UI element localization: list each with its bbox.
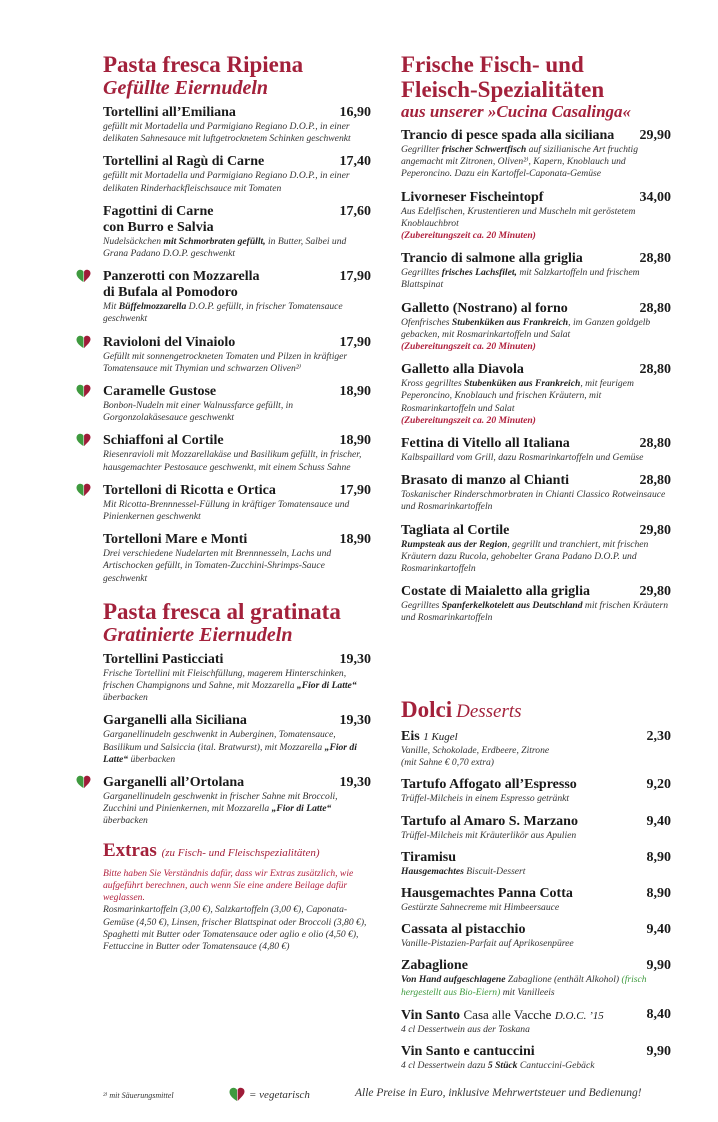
item-desc: Gefüllt mit sonnengetrockneten Tomaten und Pilzen in kräftiger Tomatensauce mit Thymian und schwarzen Oliven²⁾ (103, 350, 348, 374)
item-desc: Drei verschiedene Nudelarten mit Brennnesseln, Lachs und Artischocken gefüllt, in Tomaten-Zucchini-Shrimps-Sauce geschwenkt (103, 548, 332, 584)
item-name: Caramelle Gustose (103, 384, 217, 400)
item-name-line2: con Burro e Salvia (103, 219, 214, 235)
item-price: 9,40 (646, 922, 671, 938)
gratinata-subtitle: Gratinierte Eiernudeln (103, 623, 293, 646)
item-desc: Toskanischer Rinderschmorbraten in Chianti Classico Rotweinsauce und Rosmarinkartoffeln (401, 489, 666, 513)
item-desc: Vanille, Schokolade, Erdbeere, Zitrone (401, 745, 550, 756)
vat-note: Alle Preise in Euro, inklusive Mehrwertsteuer und Bedienung! (355, 1087, 642, 1099)
menu-item (103, 154, 371, 194)
prep-time-note: (Zubereitungszeit ca. 20 Minuten) (401, 230, 536, 242)
item-price: 28,80 (639, 300, 671, 316)
item-price: 29,80 (639, 522, 671, 538)
item-price: 29,80 (639, 584, 671, 600)
item-desc: Garganellinudeln geschwenkt in frischer Sahne mit Broccoli, Zucchini und Pinienkernen, mit Mozzarella „Fior di Latte“ überbacken (103, 791, 338, 827)
item-name: Tortellini all’Emiliana (103, 105, 236, 120)
item-desc: Frische Tortellini mit Fleischfüllung, magerem Hinterschinken, frischen Champignons und Sahne, mit Mozzarella „Fior di Latte“ überbacken (103, 667, 357, 704)
menu-item (401, 584, 671, 624)
footnote: ²⁾ mit Säuerungsmittel (103, 1091, 174, 1100)
dessert-item (401, 850, 671, 878)
item-name: Hausgemachtes Panna Cotta (401, 886, 573, 902)
item-name: Cassata al pistacchio (401, 922, 526, 938)
menu-item (401, 436, 671, 464)
bio-eggs-note: (frisch hergestellt aus Bio-Eiern) (401, 974, 647, 998)
item-price: 17,40 (339, 154, 371, 170)
item-desc: Ofenfrisches Stubenküken aus Frankreich, im Ganzen goldgelb gebacken, mit Rosmarinkartoffeln und Salat (401, 316, 651, 340)
item-name: Costate di Maialetto alla griglia (401, 584, 590, 600)
item-name: Tortelloni Mare e Monti (103, 532, 248, 548)
item-price: 17,90 (339, 482, 371, 498)
item-desc: Kross gegrilltes Stubenküken aus Frankreich, mit feurigem Peperoncino, Knoblauch und frischen Kräutern, mit Rosmarinkartoffeln und Salat (401, 378, 634, 414)
item-desc: 4 cl Dessertwein aus der Toskana (401, 1023, 530, 1035)
gratinata-section (103, 599, 371, 828)
fisch-title-line1: Frische Fisch- und (401, 52, 584, 77)
left-column (103, 52, 371, 953)
item-price: 19,30 (339, 713, 371, 729)
item-desc: Nudelsäckchen mit Schmorbraten gefüllt, in Butter, Salbei und Grana Padano D.O.P. geschwenkt (103, 235, 347, 260)
item-desc: Trüffel-Milcheis mit Kräuterlikör aus Apulien (401, 829, 577, 841)
vegetarian-icon (76, 775, 91, 789)
prep-time-note: (Zubereitungszeit ca. 20 Minuten) (401, 414, 536, 426)
vegetarian-legend-text: = vegetarisch (249, 1088, 310, 1101)
item-desc: gefüllt mit Mortadella und Parmigiano Regiano D.O.P., in einer delikaten Rinderhackfleischsauce mit Tomaten (103, 170, 350, 194)
menu-item (103, 483, 371, 523)
item-name: Trancio di pesce spada alla siciliana (401, 128, 615, 143)
item-name: Garganelli all’Ortolana (103, 775, 245, 791)
item-name: Tortellini Pasticciati (103, 651, 224, 667)
item-price: 18,90 (339, 532, 371, 548)
item-desc: 4 cl Dessertwein dazu 5 Stück Cantuccini-Gebäck (401, 1060, 595, 1072)
item-name: Ravioloni del Vinaiolo (103, 334, 236, 350)
dessert-item (401, 814, 671, 842)
dessert-item (401, 958, 671, 998)
item-name: Tagliata al Cortile (401, 522, 510, 538)
item-desc: Gegrilltes frisches Lachsfilet, mit Salzkartoffeln und frischem Blattspinat (401, 267, 640, 291)
dessert-item (401, 1044, 671, 1072)
item-name: Galletto (Nostrano) al forno (401, 300, 568, 316)
item-price: 28,80 (639, 362, 671, 378)
ripiena-section (103, 52, 371, 585)
menu-item (401, 362, 671, 427)
item-name: Schiaffoni al Cortile (103, 433, 224, 449)
item-price: 28,80 (639, 473, 671, 489)
item-name: Brasato di manzo al Chianti (401, 473, 570, 489)
item-price: 9,20 (646, 777, 671, 793)
item-price: 16,90 (339, 105, 371, 120)
item-desc: Hausgemachtes Biscuit-Dessert (401, 865, 526, 877)
vegetarian-legend (229, 1087, 310, 1102)
vegetarian-icon (76, 335, 91, 349)
menu-item (103, 269, 371, 325)
item-name: Galletto alla Diavola (401, 362, 524, 378)
fisch-subtitle: aus unserer »Cucina Casalinga« (401, 102, 632, 121)
gratinata-title: Pasta fresca al gratinata (103, 598, 341, 624)
item-name: Tartufo al Amaro S. Marzano (401, 813, 578, 829)
vegetarian-icon (76, 384, 91, 398)
dessert-item (401, 922, 671, 950)
menu-item (401, 473, 671, 513)
item-desc: Aus Edelfischen, Krustentieren und Muscheln mit geröstetem Knoblauchbrot (401, 205, 636, 229)
dessert-item (401, 886, 671, 914)
menu-item (103, 204, 371, 260)
dolci-section (401, 697, 671, 1072)
extras-subtitle: (zu Fisch- und Fleischspezialitäten) (161, 846, 320, 859)
menu-item (401, 301, 671, 354)
item-price: 17,90 (339, 334, 371, 350)
item-name: Fagottini di Carne (103, 203, 214, 219)
item-name: Vin Santo e cantuccini (401, 1044, 535, 1060)
vegetarian-icon (229, 1087, 245, 1102)
item-desc: Riesenravioli mit Mozzarellakäse und Basilikum gefüllt, in frischer, hausgemachter Pestosauce geschwenkt, mit einem Schuss Sahne (103, 449, 362, 473)
item-name: Eis 1 Kugel (401, 729, 458, 744)
vegetarian-icon (76, 483, 91, 497)
item-price: 8,90 (646, 886, 671, 902)
item-desc: Rumpsteak aus der Region, gegrillt und tranchiert, mit frischen Kräutern dazu Rucola, gehobelter Grana Padano D.O.P. und Rosmarinkartoffeln (401, 538, 649, 575)
item-price: 19,30 (339, 651, 371, 667)
item-name: Trancio di salmone alla griglia (401, 251, 583, 267)
extras-title: Extras (zu Fisch- und Fleischspezialitäten) (103, 839, 320, 861)
item-price: 8,90 (646, 849, 671, 865)
menu-item (401, 523, 671, 576)
item-price: 28,80 (639, 251, 671, 267)
dolci-title: Dolci Desserts (401, 697, 522, 722)
item-desc: Gegrillter frischer Schwertfisch auf sizilianische Art fruchtig angemacht mit Zitronen, Oliven²⁾, Kapern, Knoblauch und Peperoncino. Dazu ein Kartoffel-Caponata-Gemüse (401, 144, 639, 180)
item-name: Fettina di Vitello all Italiana (401, 436, 570, 452)
item-desc: Vanille-Pistazien-Parfait auf Aprikosenpüree (401, 938, 574, 950)
dolci-subtitle: Desserts (456, 701, 522, 722)
extras-list: Rosmarinkartoffeln (3,00 €), Salzkartoffeln (3,00 €), Caponata-Gemüse (4,50 €), Linsen, frischer Blattspinat oder Broccoli (3,80 €), Spaghetti mit Butter oder Tomatensauce oder aglio e olio (4,50 €), Fettuccine in Butter oder Tomatensauce (4,80 €) (103, 904, 367, 952)
item-desc: Mit Büffelmozzarella D.O.P. gefüllt, in frischer Tomatensauce geschwenkt (103, 301, 343, 325)
item-price: 8,40 (646, 1006, 671, 1022)
item-price: 18,90 (339, 433, 371, 449)
menu-item (103, 433, 371, 473)
menu-item (401, 190, 671, 243)
item-price: 9,40 (646, 813, 671, 829)
menu-item (401, 128, 671, 181)
right-column (401, 52, 671, 1072)
item-name: Livorneser Fischeintopf (401, 189, 544, 205)
menu-item (103, 775, 371, 828)
item-name: Garganelli alla Siciliana (103, 713, 247, 729)
item-price: 18,90 (339, 384, 371, 400)
item-desc: Mit Ricotta-Brennnessel-Füllung in kräftiger Tomatensauce und Pinienkernen geschwenkt (103, 498, 350, 523)
item-desc-extra: (mit Sahne € 0,70 extra) (401, 757, 494, 769)
item-desc: Garganellinudeln geschwenkt in Auberginen, Tomatensauce, Basilikum und Salsiccia (ital. Bratwurst), mit Mozzarella „Fior di Latte“ überbacken (103, 729, 357, 765)
dessert-item (401, 729, 671, 769)
item-price: 2,30 (646, 729, 671, 744)
dessert-item (401, 777, 671, 805)
dessert-item (401, 1007, 671, 1036)
menu-item (103, 532, 371, 585)
prep-time-note: (Zubereitungszeit ca. 20 Minuten) (401, 341, 536, 353)
item-price: 28,80 (639, 436, 671, 452)
item-desc: Von Hand aufgeschlagene Zabaglione (enthält Alkohol) (frisch hergestellt aus Bio-Eiern) mit Vanilleeis (401, 974, 647, 998)
item-name: Tortellini al Ragù di Carne (103, 154, 265, 170)
fisch-title-line2: Fleisch-Spezialitäten (401, 77, 605, 102)
item-name-line2: di Bufala al Pomodoro (103, 285, 238, 301)
item-name: Panzerotti con Mozzarella (103, 269, 260, 285)
item-price: 9,90 (646, 1044, 671, 1060)
item-desc: Gestürzte Sahnecreme mit Himbeersauce (401, 902, 560, 914)
item-desc: Bonbon-Nudeln mit einer Walnussfarce gefüllt, in Gorgonzolakäsesauce geschwenkt (103, 400, 294, 424)
menu-item (401, 251, 671, 291)
item-price: 19,30 (339, 775, 371, 791)
item-desc: gefüllt mit Mortadella und Parmigiano Regiano D.O.P., in einer delikaten Sahnesauce mit luftgetrocknetem Schinken geschwenkt (103, 121, 351, 145)
item-desc: Gegrilltes Spanferkelkotelett aus Deutschland mit frischen Kräutern und Rosmarinkartoffeln (401, 600, 669, 624)
item-price: 29,90 (639, 128, 671, 143)
item-price: 17,60 (339, 203, 371, 219)
item-name: Tartufo Affogato all’Espresso (401, 777, 577, 793)
extras-note: Bitte haben Sie Verständnis dafür, dass wir Extras zusätzlich, wie aufgeführt berechnen, auch wenn Sie eine andere Beilage dafür weglassen. (103, 867, 354, 904)
item-price: 17,90 (339, 269, 371, 285)
menu-item (103, 335, 371, 375)
ripiena-title: Pasta fresca Ripiena (103, 52, 304, 77)
item-name: Tortelloni di Ricotta e Ortica (103, 482, 276, 498)
item-name: Vin Santo Casa alle Vacche D.O.C. ’15 (401, 1006, 604, 1023)
menu-item (103, 105, 371, 145)
extras-section (103, 840, 371, 953)
item-name: Tiramisu (401, 849, 456, 865)
vegetarian-icon (76, 269, 91, 283)
vegetarian-icon (76, 433, 91, 447)
item-price: 34,00 (639, 189, 671, 205)
item-price: 9,90 (646, 958, 671, 974)
item-desc: Trüffel-Milcheis in einem Espresso getränkt (401, 793, 570, 805)
menu-item (103, 384, 371, 424)
menu-item (103, 713, 371, 766)
fisch-section (401, 52, 671, 625)
menu-item (103, 652, 371, 705)
item-desc: Kalbspaillard vom Grill, dazu Rosmarinkartoffeln und Gemüse (401, 452, 644, 464)
item-name: Zabaglione (401, 958, 468, 974)
ripiena-subtitle: Gefüllte Eiernudeln (103, 77, 269, 99)
